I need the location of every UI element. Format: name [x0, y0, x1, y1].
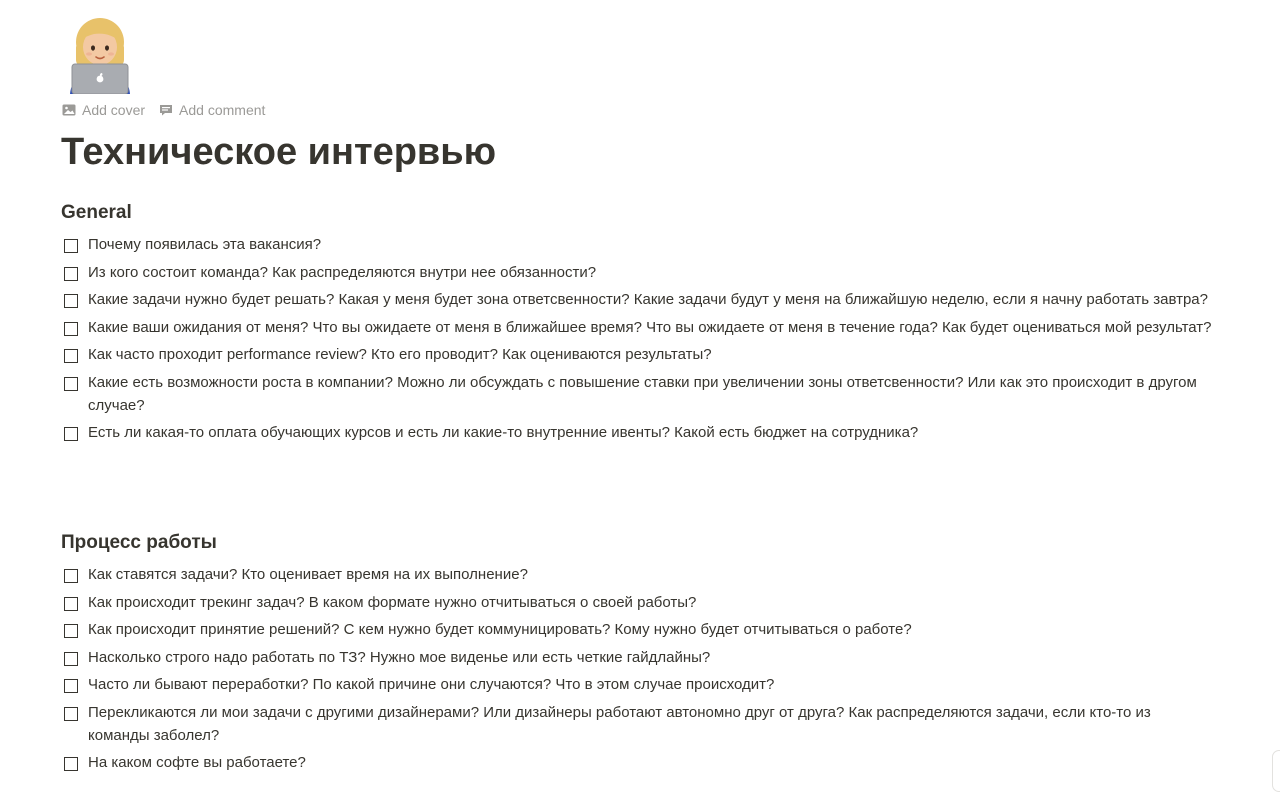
todo-text[interactable]: Как ставятся задачи? Кто оценивает время на их выполнение?	[88, 566, 528, 583]
add-cover-label: Add cover	[82, 102, 146, 118]
todo-text[interactable]: Есть ли какая-то оплата обучающих курсов и есть ли какие-то внутренние ивенты? Какой есть бюджет на сотрудника?	[88, 424, 919, 441]
comment-icon	[159, 103, 173, 117]
todo-item[interactable]	[64, 291, 1214, 311]
todo-text[interactable]: Какие задачи нужно будет решать? Какая у меня будет зона ответсвенности? Какие задачи будут у меня на ближайшую неделю, если я начну работать завтра?	[88, 291, 1208, 308]
checkbox[interactable]	[64, 349, 78, 363]
section-heading-general[interactable]: General	[61, 202, 132, 223]
add-comment-button[interactable]	[159, 102, 265, 118]
checkbox[interactable]	[64, 377, 78, 391]
add-comment-label: Add comment	[179, 102, 266, 118]
checkbox[interactable]	[64, 239, 78, 253]
checkbox[interactable]	[64, 267, 78, 281]
todo-text[interactable]: Перекликаются ли мои задачи с другими дизайнерами? Или дизайнеры работают автономно друг от друга? Как распределяются задачи, если кто-то из команды заболел?	[88, 703, 1151, 744]
todo-item[interactable]	[64, 621, 1214, 641]
todo-item[interactable]	[64, 319, 1214, 339]
todo-text[interactable]: Почему появилась эта вакансия?	[88, 236, 322, 253]
todo-item[interactable]	[64, 704, 1214, 747]
page-controls	[62, 102, 279, 118]
checkbox[interactable]	[64, 322, 78, 336]
todo-item[interactable]	[64, 236, 1214, 256]
checkbox[interactable]	[64, 569, 78, 583]
todo-item[interactable]	[64, 346, 1214, 366]
woman-technologist-emoji-icon[interactable]	[64, 16, 136, 94]
todo-item[interactable]	[64, 374, 1214, 417]
todo-item[interactable]	[64, 594, 1214, 614]
todo-text[interactable]: Из кого состоит команда? Как распределяются внутри нее обязанности?	[88, 263, 597, 281]
checkbox[interactable]	[64, 652, 78, 666]
checkbox[interactable]	[64, 707, 78, 721]
checkbox[interactable]	[64, 679, 78, 693]
todo-text[interactable]: Как часто проходит performance review? Кто его проводит? Как оцениваются результаты?	[88, 346, 712, 363]
scrollbar[interactable]	[1272, 750, 1280, 792]
todo-text[interactable]: Как происходит трекинг задач? В каком формате нужно отчитываться о своей работы?	[88, 593, 697, 611]
todo-text[interactable]: Насколько строго надо работать по ТЗ? Нужно мое виденье или есть четкие гайдлайны?	[88, 648, 711, 666]
todo-item[interactable]	[64, 264, 1214, 284]
section-heading-work-process[interactable]: Процесс работы	[61, 532, 217, 553]
todo-list-work-process	[64, 566, 1214, 782]
image-icon	[62, 103, 76, 117]
todo-item[interactable]	[64, 424, 1214, 444]
todo-item[interactable]	[64, 649, 1214, 669]
todo-text[interactable]: Какие есть возможности роста в компании? Можно ли обсуждать с повышение ставки при увеличении зоны ответсвенности? Или как это происходит в другом случае?	[88, 373, 1197, 414]
todo-text[interactable]: Часто ли бывают переработки? По какой причине они случаются? Что в этом случае происходит?	[88, 676, 775, 693]
checkbox[interactable]	[64, 427, 78, 441]
todo-text[interactable]: Какие ваши ожидания от меня? Что вы ожидаете от меня в ближайшее время? Что вы ожидаете от меня в течение года? Как будет оцениваться мой результат?	[88, 318, 1212, 336]
checkbox[interactable]	[64, 597, 78, 611]
todo-text[interactable]: На каком софте вы работаете?	[88, 754, 306, 771]
add-cover-button[interactable]	[62, 102, 145, 118]
checkbox[interactable]	[64, 624, 78, 638]
todo-text[interactable]: Как происходит принятие решений? С кем нужно будет коммуницировать? Кому нужно будет отчитываться о работе?	[88, 621, 912, 638]
page-title[interactable]: Техническое интервью	[61, 131, 497, 173]
todo-item[interactable]	[64, 676, 1214, 696]
todo-list-general	[64, 236, 1214, 452]
checkbox[interactable]	[64, 294, 78, 308]
todo-item[interactable]	[64, 754, 1214, 774]
todo-item[interactable]	[64, 566, 1214, 586]
checkbox[interactable]	[64, 757, 78, 771]
